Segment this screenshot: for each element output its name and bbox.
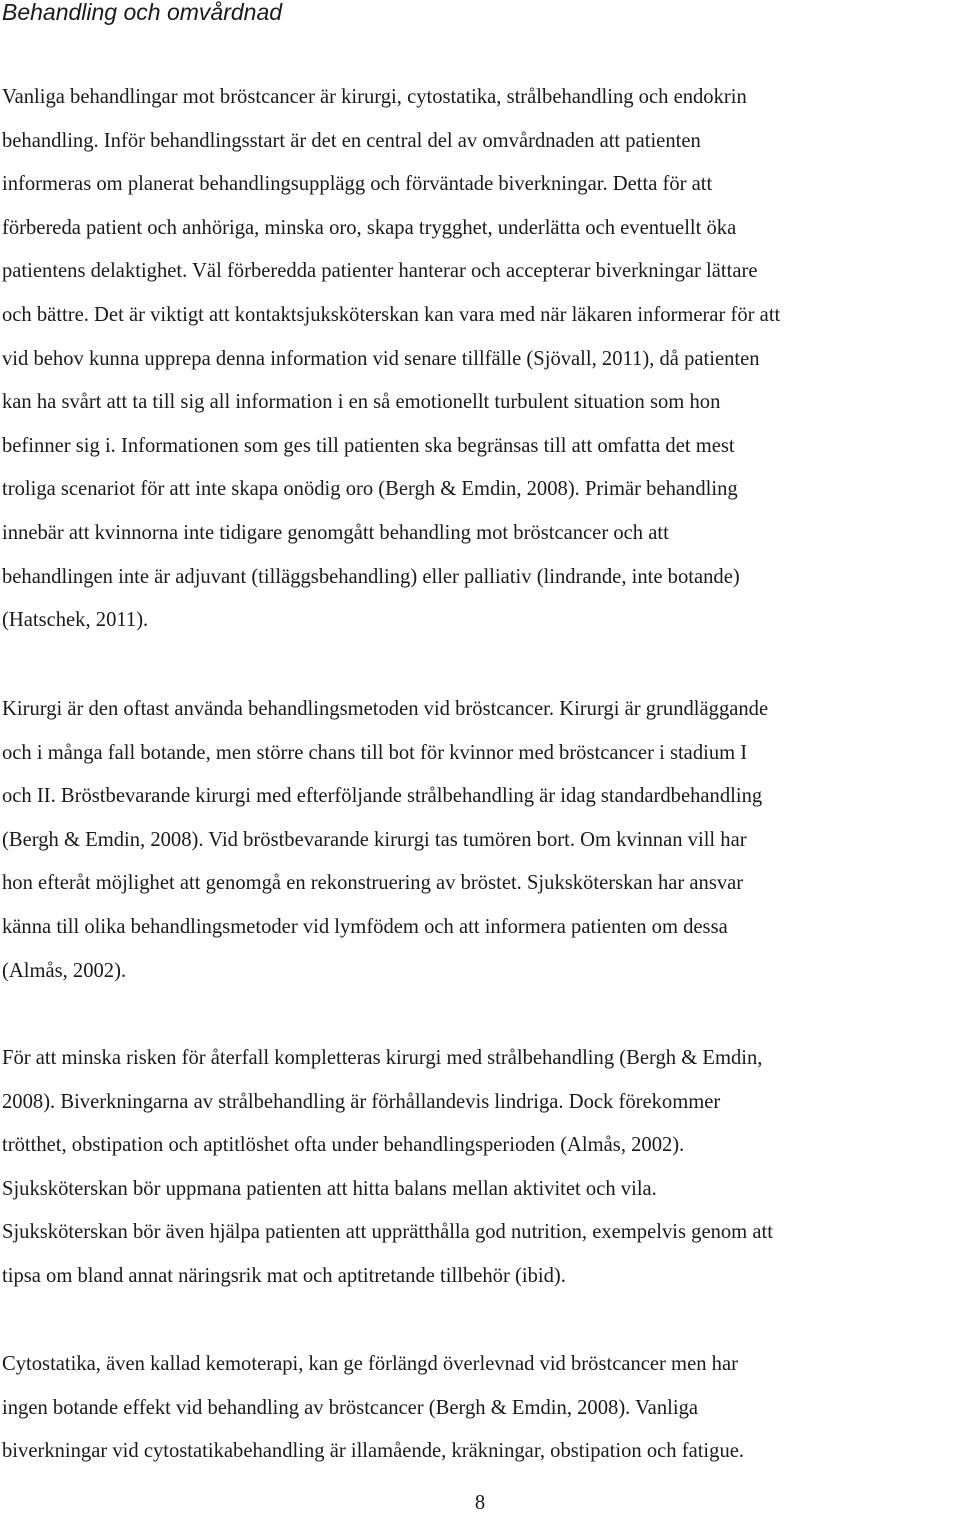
- paragraph-kirurgi: [2, 688, 958, 993]
- text-line: kan ha svårt att ta till sig all information i en så emotionellt turbulent situation som hon: [2, 391, 721, 414]
- text-line: Vanliga behandlingar mot bröstcancer är kirurgi, cytostatika, strålbehandling och endokrin: [2, 86, 747, 108]
- text-line: Sjuksköterskan bör uppmana patienten att hitta balans mellan aktivitet och vila.: [2, 1177, 657, 1200]
- text-line: Kirurgi är den oftast använda behandlingsmetoden vid bröstcancer. Kirurgi är grundläggande: [2, 698, 769, 720]
- text-line: och II. Bröstbevarande kirurgi med efterföljande strålbehandling är idag standardbehandling: [2, 785, 763, 808]
- text-line: trötthet, obstipation och aptitlöshet ofta under behandlingsperioden (Almås, 2002).: [2, 1134, 685, 1157]
- text-line: patientens delaktighet. Väl förberedda patienter hanterar och accepterar biverkningar lättare: [2, 260, 758, 283]
- text-line: och i många fall botande, men större chans till bot för kvinnor med bröstcancer i stadium I: [2, 741, 748, 764]
- text-line: För att minska risken för återfall kompletteras kirurgi med strålbehandling (Bergh & Emdin,: [2, 1047, 763, 1069]
- text-line: innebär att kvinnorna inte tidigare genomgått behandling mot bröstcancer och att: [2, 521, 669, 544]
- text-line: biverkningar vid cytostatikabehandling är illamående, kräkningar, obstipation och fatigue.: [2, 1440, 745, 1463]
- text-line: hon efteråt möjlighet att genomgå en rekonstruering av bröstet. Sjuksköterskan har ansvar: [2, 872, 744, 895]
- paragraph-intro: [2, 76, 958, 643]
- text-line: tipsa om bland annat näringsrik mat och aptitretande tillbehör (ibid).: [2, 1264, 566, 1287]
- text-line: (Bergh & Emdin, 2008). Vid bröstbevarande kirurgi tas tumören bort. Om kvinnan vill har: [2, 828, 747, 851]
- text-line: (Almås, 2002).: [2, 959, 127, 982]
- text-line: förbereda patient och anhöriga, minska oro, skapa trygghet, underlätta och eventuellt öka: [2, 216, 737, 239]
- text-line: vid behov kunna upprepa denna information vid senare tillfälle (Sjövall, 2011), då patienten: [2, 347, 760, 370]
- page-number: 8: [474, 1492, 486, 1514]
- text-line: behandlingen inte är adjuvant (tilläggsbehandling) eller palliativ (lindrande, inte botande): [2, 565, 740, 588]
- paragraph-cytostatika: [2, 1343, 958, 1474]
- paragraph-stralbehandling: [2, 1037, 958, 1299]
- text-line: känna till olika behandlingsmetoder vid lymfödem och att informera patienten om dessa: [2, 915, 728, 938]
- text-line: 2008). Biverkningarna av strålbehandling är förhållandevis lindriga. Dock förekommer: [2, 1090, 721, 1113]
- text-line: ingen botande effekt vid behandling av bröstcancer (Bergh & Emdin, 2008). Vanliga: [2, 1396, 699, 1419]
- text-line: informeras om planerat behandlingsupplägg och förväntade biverkningar. Detta för att: [2, 173, 713, 196]
- text-line: (Hatschek, 2011).: [2, 609, 149, 632]
- text-line: befinner sig i. Informationen som ges till patienten ska begränsas till att omfatta det mest: [2, 434, 735, 457]
- text-line: Sjuksköterskan bör även hjälpa patienten att upprätthålla god nutrition, exempelvis genom att: [2, 1221, 773, 1244]
- text-line: Cytostatika, även kallad kemoterapi, kan ge förlängd överlevnad vid bröstcancer men har: [2, 1353, 738, 1375]
- text-line: och bättre. Det är viktigt att kontaktsjuksköterskan kan vara med när läkaren informerar för att: [2, 303, 781, 326]
- section-heading: Behandling och omvårdnad: [2, 0, 283, 25]
- text-line: behandling. Inför behandlingsstart är det en central del av omvårdnaden att patienten: [2, 129, 701, 152]
- text-line: troliga scenariot för att inte skapa onödig oro (Bergh & Emdin, 2008). Primär behandling: [2, 478, 738, 501]
